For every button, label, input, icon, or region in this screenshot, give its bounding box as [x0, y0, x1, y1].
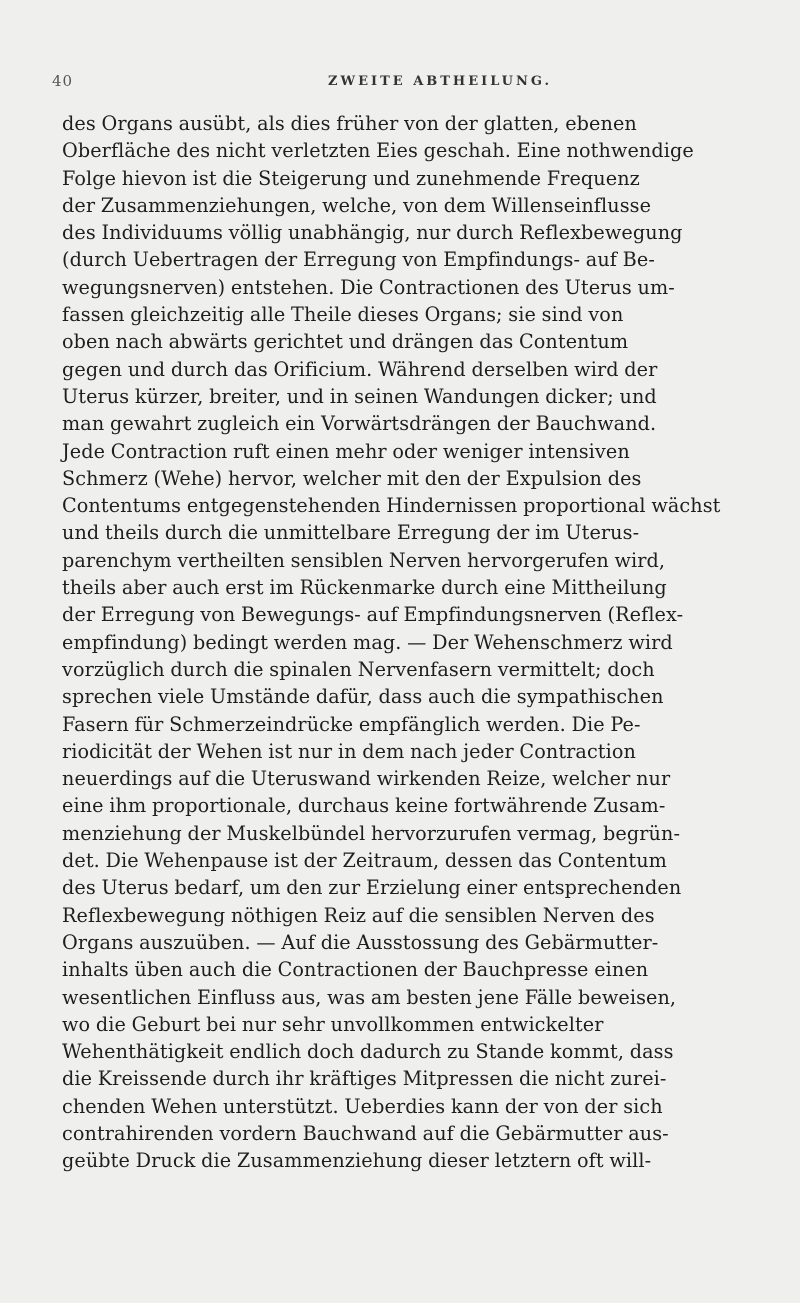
text-line: wo die Geburt bei nur sehr unvollkommen entwickelter: [62, 1012, 604, 1036]
text-line: sprechen viele Umstände dafür, dass auch die sympathischen: [62, 685, 664, 709]
text-line: det. Die Wehenpause ist der Zeitraum, dessen das Contentum: [62, 849, 667, 873]
text-line: theils aber auch erst im Rückenmarke durch eine Mittheilung: [62, 576, 667, 600]
text-line: Schmerz (Wehe) hervor, welcher mit den der Expulsion des: [62, 466, 642, 490]
text-line: (durch Uebertragen der Erregung von Empfindungs- auf Be-: [62, 248, 655, 272]
text-line: die Kreissende durch ihr kräftiges Mitpressen die nicht zurei-: [62, 1067, 667, 1091]
text-line: Fasern für Schmerzeindrücke empfänglich werden. Die Pe-: [62, 712, 641, 736]
text-line: neuerdings auf die Uteruswand wirkenden Reize, welcher nur: [62, 767, 671, 791]
text-line: des Uterus bedarf, um den zur Erzielung einer entsprechenden: [62, 876, 682, 900]
page-number: 40: [52, 72, 74, 90]
text-line: man gewahrt zugleich ein Vorwärtsdrängen der Bauchwand.: [62, 412, 657, 436]
body-text: [62, 110, 792, 1175]
text-line: der Zusammenziehungen, welche, von dem Willenseinflusse: [62, 193, 652, 217]
text-line: wegungsnerven) entstehen. Die Contractionen des Uterus um-: [62, 275, 675, 299]
text-line: menziehung der Muskelbündel hervorzurufen vermag, begrün-: [62, 821, 681, 845]
text-line: vorzüglich durch die spinalen Nervenfasern vermittelt; doch: [62, 657, 655, 681]
text-line: eine ihm proportionale, durchaus keine fortwährende Zusam-: [62, 794, 666, 818]
text-line: empfindung) bedingt werden mag. — Der Wehenschmerz wird: [62, 630, 673, 654]
text-line: geübte Druck die Zusammenziehung dieser letztern oft will-: [62, 1149, 652, 1173]
text-line: wesentlichen Einfluss aus, was am besten jene Fälle beweisen,: [62, 985, 677, 1009]
text-line: und theils durch die unmittelbare Erregung der im Uterus-: [62, 521, 640, 545]
running-head: ZWEITE ABTHEILUNG.: [328, 74, 553, 89]
text-line: inhalts üben auch die Contractionen der Bauchpresse einen: [62, 958, 649, 982]
text-line: Contentums entgegenstehenden Hindernissen proportional wächst: [62, 494, 721, 518]
text-line: des Organs ausübt, als dies früher von der glatten, ebenen: [62, 112, 637, 135]
text-line: chenden Wehen unterstützt. Ueberdies kann der von der sich: [62, 1094, 663, 1118]
text-line: contrahirenden vordern Bauchwand auf die Gebärmutter aus-: [62, 1121, 669, 1145]
text-line: Folge hievon ist die Steigerung und zunehmende Frequenz: [62, 166, 640, 190]
text-line: Organs auszuüben. — Auf die Ausstossung des Gebärmutter-: [62, 930, 659, 954]
text-line: Reflexbewegung nöthigen Reiz auf die sensiblen Nerven des: [62, 903, 655, 927]
text-line: der Erregung von Bewegungs- auf Empfindungsnerven (Reflex-: [62, 603, 684, 627]
text-line: Jede Contraction ruft einen mehr oder weniger intensiven: [62, 439, 630, 463]
page-header: [52, 72, 772, 96]
text-line: fassen gleichzeitig alle Theile dieses Organs; sie sind von: [62, 303, 624, 327]
text-line: gegen und durch das Orificium. Während derselben wird der: [62, 357, 658, 381]
text-line: Wehenthätigkeit endlich doch dadurch zu Stande kommt, dass: [62, 1040, 674, 1064]
text-line: riodicität der Wehen ist nur in dem nach jeder Contraction: [62, 739, 636, 763]
text-line: des Individuums völlig unabhängig, nur durch Reflexbewegung: [62, 221, 683, 245]
text-line: Oberfläche des nicht verletzten Eies geschah. Eine nothwendige: [62, 139, 694, 163]
text-line: parenchym vertheilten sensiblen Nerven hervorgerufen wird,: [62, 548, 666, 572]
text-line: oben nach abwärts gerichtet und drängen das Contentum: [62, 330, 629, 354]
text-line: Uterus kürzer, breiter, und in seinen Wandungen dicker; und: [62, 384, 657, 408]
